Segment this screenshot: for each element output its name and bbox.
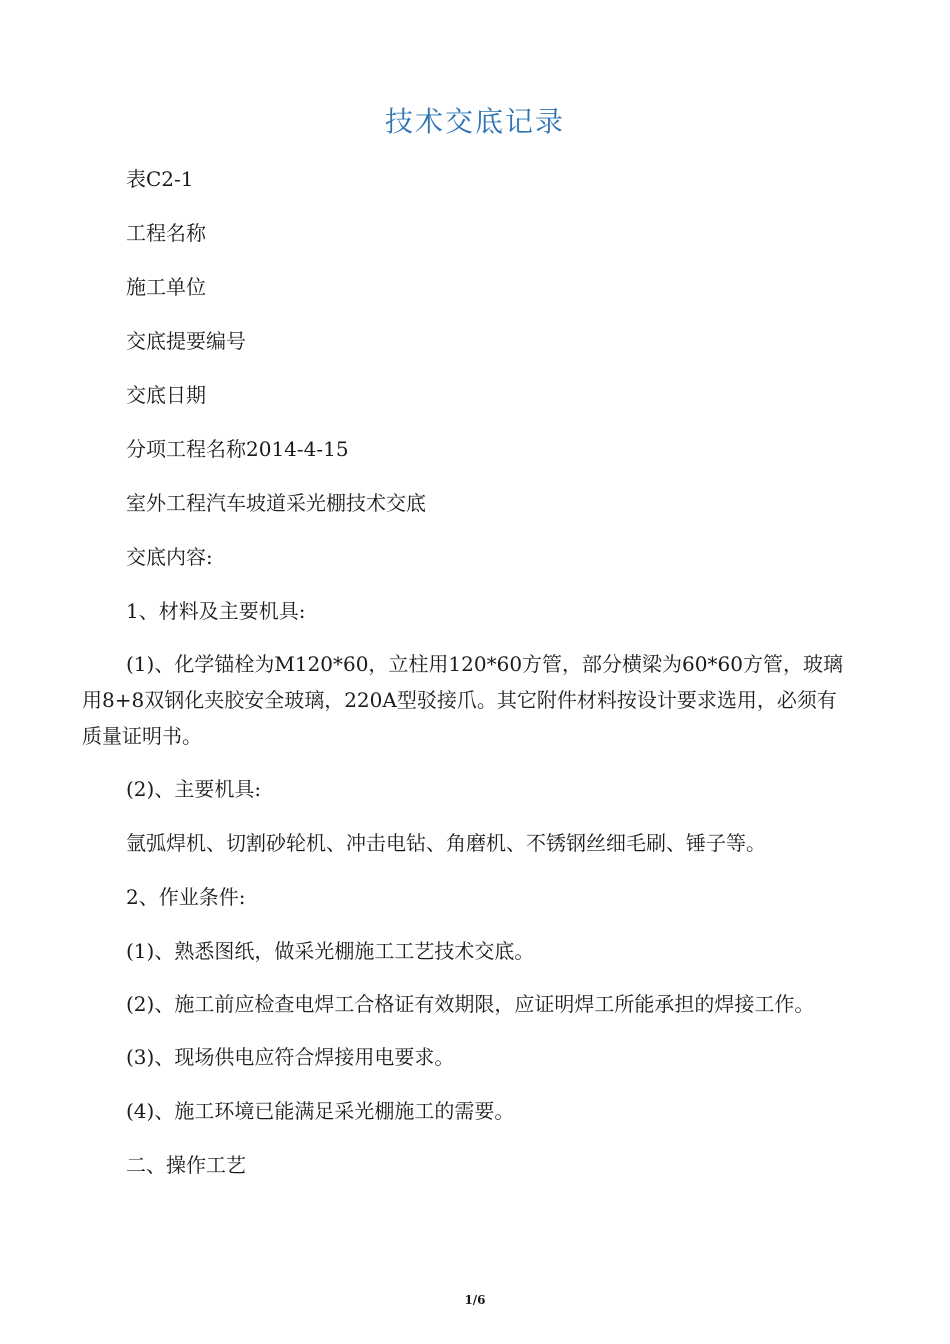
section-conditions-heading: 2、作业条件: — [126, 885, 246, 909]
field-project-name: 工程名称 — [126, 221, 206, 245]
condition-item: (4)、施工环境已能满足采光棚施工的需要。 — [126, 1099, 515, 1123]
form-number: 表C2-1 — [126, 167, 194, 191]
page-number: 1/6 — [464, 1293, 486, 1307]
condition-item: (2)、施工前应检查电焊工合格证有效期限，应证明焊工所能承担的焊接工作。 — [126, 992, 815, 1016]
tools-list: 氩弧焊机、切割砂轮机、冲击电钻、角磨机、不锈钢丝细毛刷、锤子等。 — [126, 831, 766, 855]
condition-item: (1)、熟悉图纸，做采光棚施工工艺技术交底。 — [126, 939, 535, 963]
field-briefing-date: 交底日期 — [126, 383, 206, 407]
section-materials-heading: 1、材料及主要机具: — [126, 599, 306, 623]
tools-heading: (2)、主要机具: — [126, 777, 262, 801]
section-operation-heading: 二、操作工艺 — [126, 1153, 246, 1177]
briefing-subject: 室外工程汽车坡道采光棚技术交底 — [126, 491, 426, 515]
condition-item: (3)、现场供电应符合焊接用电要求。 — [126, 1045, 455, 1069]
briefing-content-heading: 交底内容: — [126, 545, 213, 569]
field-construction-unit: 施工单位 — [126, 275, 206, 299]
document-title: 技术交底记录 — [384, 105, 565, 138]
materials-paragraph: (1)、化学锚栓为M120*60，立柱用120*60方管，部分横梁为60*60方管，玻璃用8+8双钢化夹胶安全玻璃，220A型驳接爪。其它附件材料按设计要求选用，必须有质量证明书。 — [82, 652, 843, 748]
field-subitem-name: 分项工程名称2014-4-15 — [126, 437, 349, 461]
field-briefing-number: 交底提要编号 — [126, 329, 246, 353]
document-body — [82, 160, 852, 1200]
